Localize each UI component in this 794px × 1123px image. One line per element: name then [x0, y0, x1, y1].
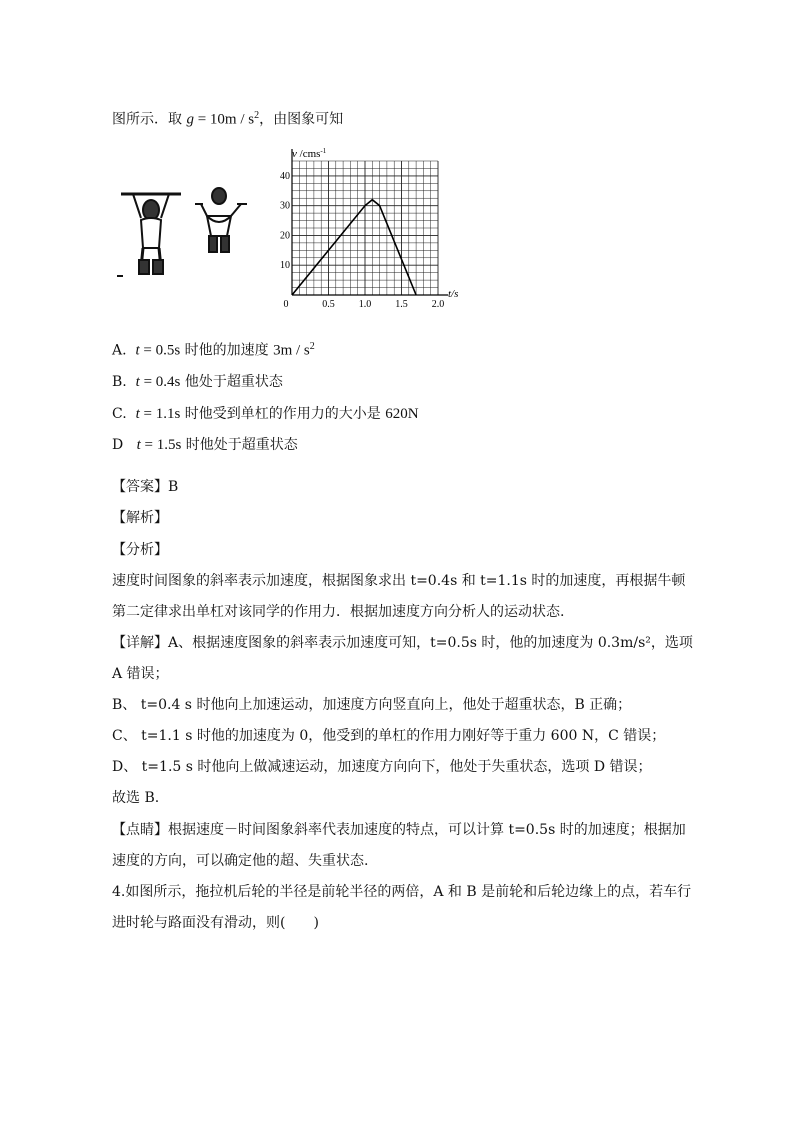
option-c-eq: = 1.1s: [139, 406, 181, 422]
option-c-t: t: [135, 406, 140, 422]
dianjing-line-1: 【点睛】根据速度－时间图象斜率代表加速度的特点，可以计算 t=0.5s 时的加速度；根据加: [112, 822, 686, 838]
fenxi-line-2: 第二定律求出单杠对该同学的作用力．根据加速度方向分析人的运动状态.: [112, 604, 565, 620]
option-a-t: t: [135, 342, 140, 359]
option-c-label: C.: [112, 406, 127, 422]
y-tick-label: 20: [280, 230, 290, 242]
option-b-t: t: [135, 374, 140, 390]
chart-ticks: [280, 171, 444, 310]
x-tick-label: 1.5: [395, 299, 408, 310]
option-d: [112, 435, 298, 455]
option-d-text: 时他处于超重状态: [181, 437, 298, 453]
detail-line-b: B、 t=0.4 s 时他向上加速运动，加速度方向竖直向上，他处于超重状态，B 正确；: [112, 697, 632, 713]
y-tick-label: 10: [280, 260, 290, 272]
chart-grid: [292, 161, 438, 295]
option-b-label: B.: [112, 374, 127, 390]
x-tick-label: 0: [283, 299, 289, 310]
detail-line-c: C、 t=1.1 s 时他的加速度为 0，他受到的单杠的作用力刚好等于重力 600 N，C 错误；: [112, 728, 666, 744]
detail-line-choose: 故选 B.: [112, 790, 160, 806]
option-a-val: 3m / s: [273, 342, 310, 359]
fenxi-line-1: 速度时间图象的斜率表示加速度，根据图象求出 t=0.4s 和 t=1.1s 时的加速度，再根据牛顿: [112, 573, 686, 589]
intro-g: g: [186, 111, 194, 128]
question-4-line-1: 4.如图所示，拖拉机后轮的半径是前轮半径的两倍，A 和 B 是前轮和后轮边缘上的点，若车行: [112, 884, 692, 900]
x-tick-label: 1.0: [358, 299, 372, 310]
option-a-text: 时他的加速度: [180, 342, 274, 359]
chart-axes: [292, 149, 448, 295]
intro-pre: 图所示．取: [112, 111, 187, 128]
option-a-label: A.: [112, 342, 127, 359]
x-tick-label: 0.5: [322, 299, 335, 310]
option-b: [112, 372, 283, 392]
detail-line-d: D、 t=1.5 s 时他向上做减速运动，加速度方向向下，他处于失重状态，选项 D 错误；: [112, 759, 652, 775]
xiangjie-line-2: A 错误；: [112, 666, 169, 682]
pullup-illustration: [115, 180, 275, 290]
analysis-head: 【解析】: [112, 510, 168, 526]
xiangjie-line-1: 【详解】A、根据速度图象的斜率表示加速度可知，t=0.5s 时，他的加速度为 0.3m/s²，选项: [112, 635, 693, 651]
option-a-sup: 2: [309, 341, 315, 352]
x-tick-label: 2.0: [431, 299, 445, 310]
option-a-eq: = 0.5s: [139, 342, 181, 359]
option-c: [112, 404, 419, 424]
velocity-line: [292, 200, 416, 295]
option-b-eq: = 0.4s: [139, 374, 181, 390]
answer: 【答案】B: [112, 479, 179, 495]
velocity-time-chart: [280, 145, 470, 310]
option-c-val: 620N: [385, 406, 419, 422]
intro-sup: 2: [254, 110, 260, 121]
chart-xlabel: t/s: [448, 288, 459, 300]
option-a: [112, 337, 315, 361]
option-c-text: 时他受到单杠的作用力的大小是: [180, 406, 386, 422]
option-d-eq: = 1.5s: [140, 437, 182, 453]
option-d-label: D: [112, 437, 124, 453]
option-d-t: t: [136, 437, 141, 453]
question-4-line-2: 进时轮与路面没有滑动，则( ): [112, 915, 319, 931]
analysis-sub: 【分析】: [112, 542, 168, 558]
intro-line: [112, 106, 343, 130]
intro-eq: = 10m / s: [193, 111, 255, 128]
dianjing-line-2: 速度的方向，可以确定他的超、失重状态.: [112, 853, 369, 869]
y-tick-label: 30: [280, 200, 290, 212]
option-b-text: 他处于超重状态: [180, 374, 283, 390]
intro-post: ，由图象可知: [259, 111, 344, 128]
chart-ylabel: v /cms$^{-1}$: [292, 147, 327, 160]
y-tick-label: 40: [280, 170, 290, 182]
chart-series: [292, 200, 416, 295]
